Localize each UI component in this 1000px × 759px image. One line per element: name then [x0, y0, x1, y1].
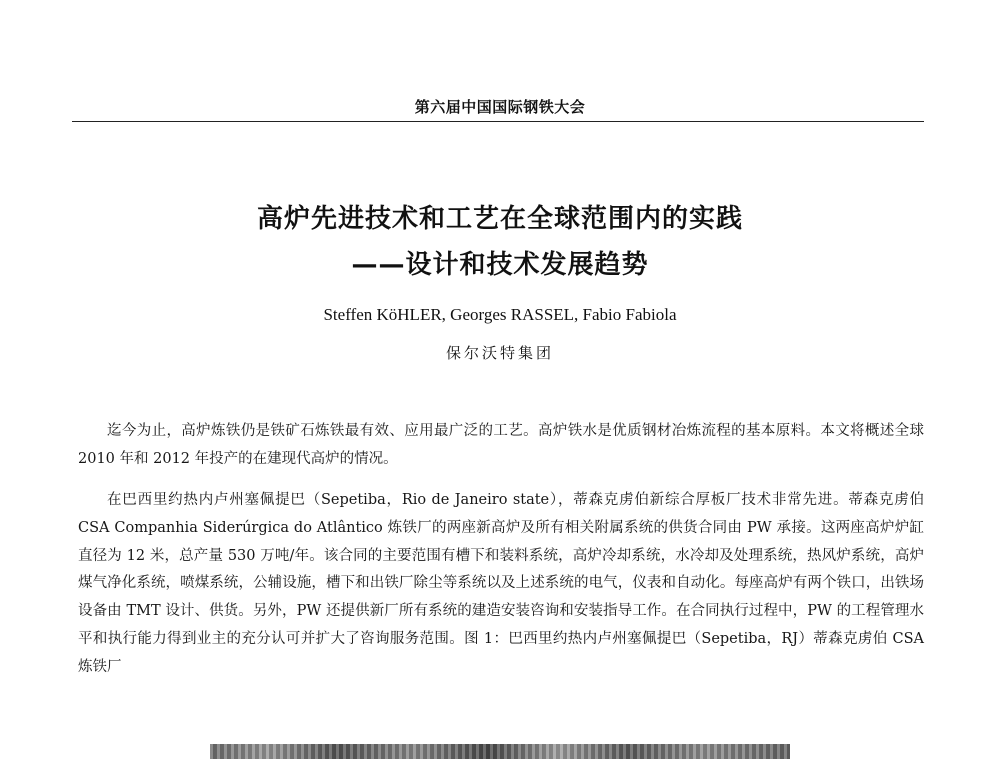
- body-paragraph-1-block: [78, 418, 924, 474]
- body-paragraph-2-block: [78, 487, 924, 682]
- paper-affiliation: 保尔沃特集团: [445, 344, 554, 362]
- running-header: 第六届中国国际钢铁大会: [414, 98, 586, 116]
- body-paragraph: 在巴西里约热内卢州塞佩提巴（Sepetiba，Rio de Janeiro state），蒂森克虏伯新综合厚板厂技术非常先进。蒂森克虏伯 CSA Companhia Siderúrgica do Atlântico 炼铁厂的两座新高炉及所有相关附属系统的供货合同由 PW 承接。这两座高炉炉缸直径为 12 米，总产量 530 万吨/年。该合同的主要范围有槽下和装料系统，高炉冷却系统，水冷却及处理系统，热风炉系统，高炉煤气净化系统，喷煤系统，公辅设施，槽下和出铁厂除尘等系统以及上述系统的电气，仪表和自动化。每座高炉有两个铁口，出铁场设备由 TMT 设计、供货。另外，PW 还提供新厂所有系统的建造安装咨询和安装指导工作。在合同执行过程中，PW 的工程管理水平和执行能力得到业主的充分认可并扩大了咨询服务范围。图 1：巴西里约热内卢州塞佩提巴（Sepetiba，RJ）蒂森克虏伯 CSA 炼铁厂: [78, 492, 924, 675]
- paper-title-line1: 高炉先进技术和工艺在全球范围内的实践: [256, 204, 743, 234]
- paper-authors: Steffen KöHLER, Georges RASSEL, Fabio Fabiola: [323, 305, 677, 324]
- figure-1-image-top: [210, 744, 790, 759]
- body-paragraph: 迄今为止，高炉炼铁仍是铁矿石炼铁最有效、应用最广泛的工艺。高炉铁水是优质钢材冶炼流程的基本原料。本文将概述全球 2010 年和 2012 年投产的在建现代高炉的情况。: [78, 423, 924, 467]
- paper-title-line2: ——设计和技术发展趋势: [351, 250, 649, 280]
- header-rule: [72, 121, 924, 122]
